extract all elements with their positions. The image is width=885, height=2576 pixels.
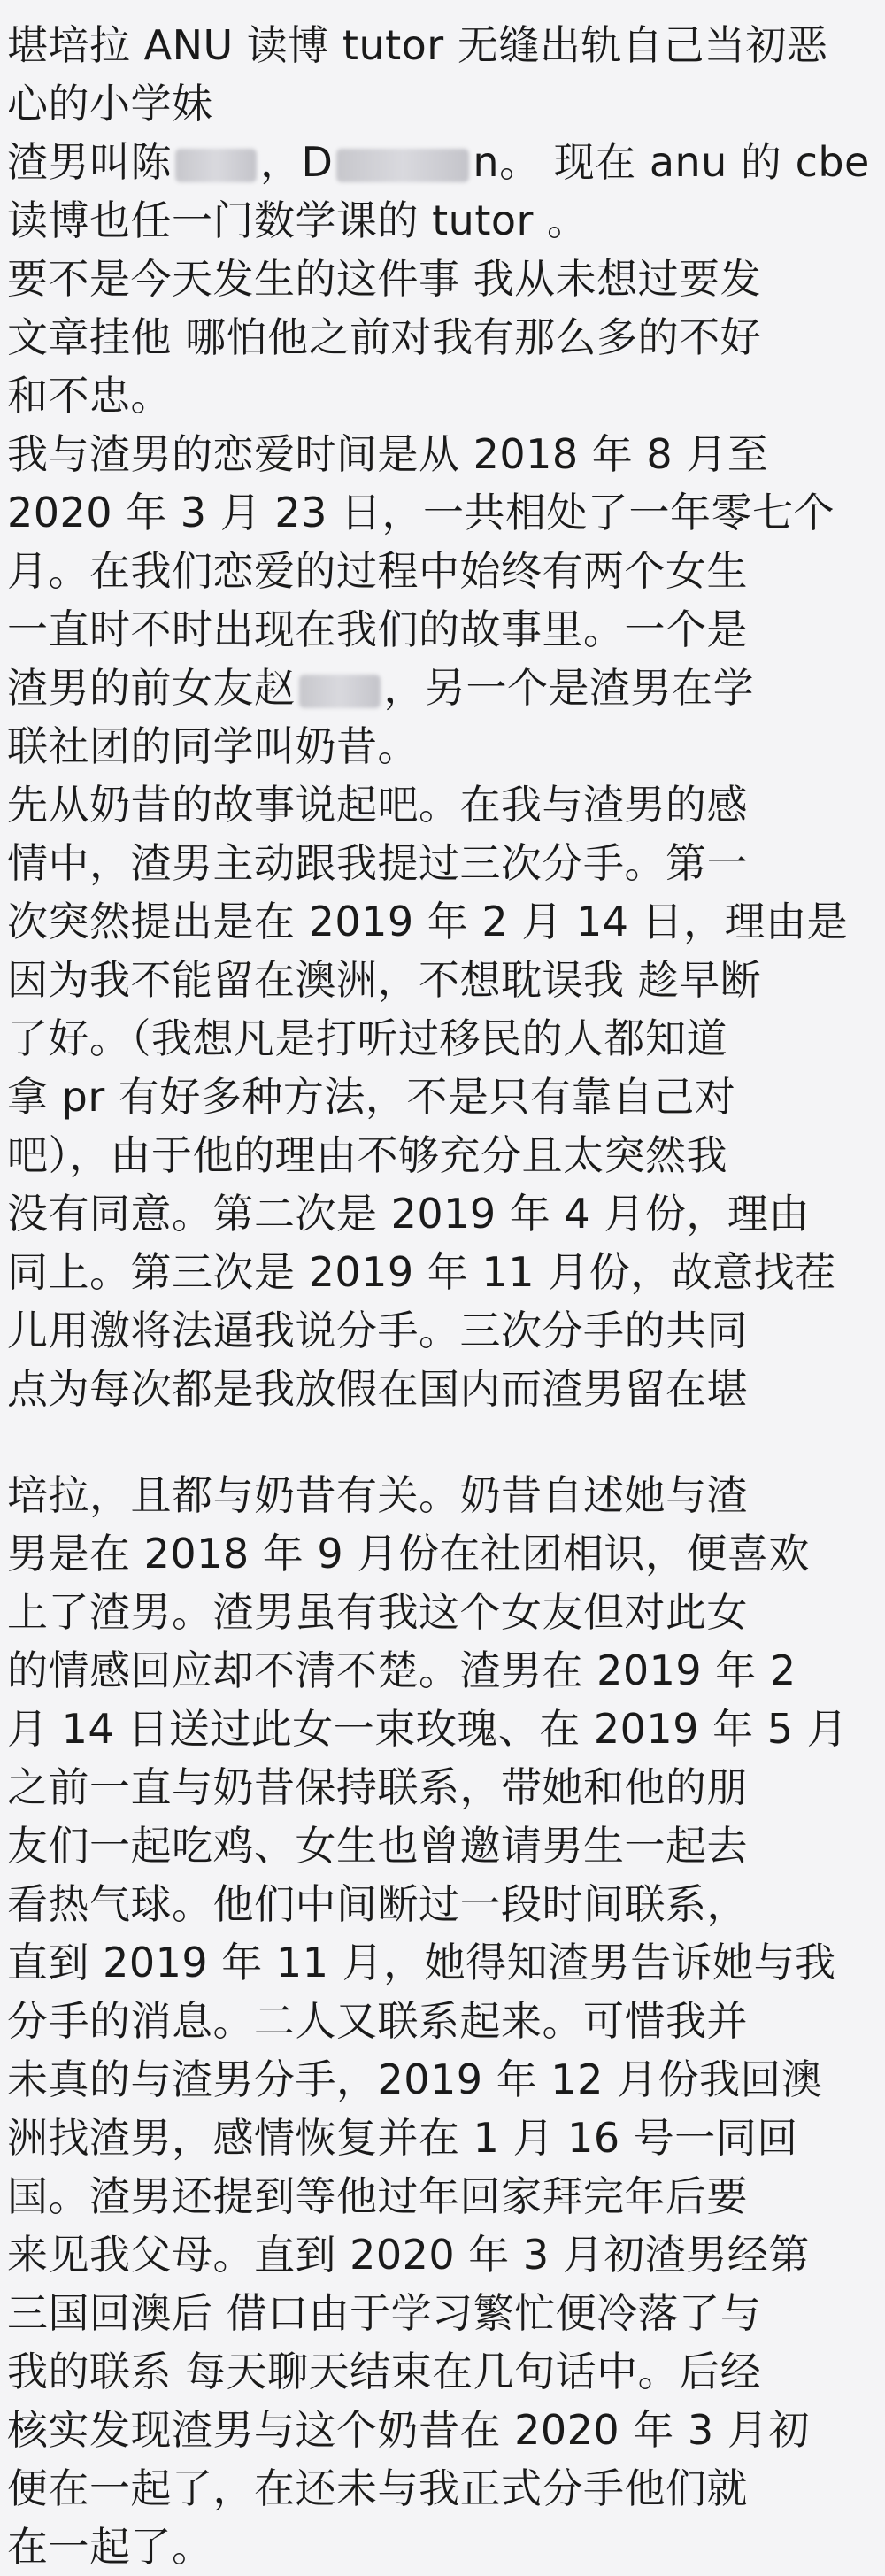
redacted-english-name-blur <box>336 149 469 182</box>
text-line: 上了渣男。渣男虽有我这个女友但对此女 <box>7 1588 748 1636</box>
text-line: 看热气球。他们中间断过一段时间联系， <box>7 1880 748 1928</box>
text-line: 联社团的同学叫奶昔。 <box>7 722 419 770</box>
redacted-name-fragment: D <box>301 138 334 186</box>
text-line: 要不是今天发生的这件事 我从未想过要发 <box>7 255 762 303</box>
text-line: 未真的与渣男分手，2019 年 12 月份我回澳 <box>7 2055 823 2103</box>
text-line: 培拉，且都与奶昔有关。奶昔自述她与渣 <box>7 1471 748 1519</box>
redacted-ex-name-blur <box>299 675 381 708</box>
text-line: 堪培拉 ANU 读博 tutor 无缝出轨自己当初恶 <box>7 21 828 69</box>
text-line: 同上。第三次是 2019 年 11 月份，故意找茬 <box>7 1248 836 1296</box>
text-line: 次突然提出是在 2019 年 2 月 14 日，理由是 <box>7 898 849 945</box>
text-line: 我的联系 每天聊天结束在几句话中。后经 <box>7 2348 762 2395</box>
text-segment: ， <box>260 138 302 186</box>
text-line: 了好。（我想凡是打听过移民的人都知道 <box>7 1014 727 1062</box>
text-line: 核实发现渣男与这个奶昔在 2020 年 3 月初 <box>7 2406 810 2454</box>
text-line: 文章挂他 哪怕他之前对我有那么多的不好 <box>7 313 762 361</box>
text-line: 来见我父母。直到 2020 年 3 月初渣男经第 <box>7 2231 810 2279</box>
text-line: 直到 2019 年 11 月，她得知渣男告诉她与我 <box>7 1939 836 1986</box>
text-line: 儿用激将法逼我说分手。三次分手的共同 <box>7 1307 748 1354</box>
text-line: 先从奶昔的故事说起吧。在我与渣男的感 <box>7 781 748 829</box>
text-segment: 。 现在 anu 的 cbe <box>499 138 870 186</box>
text-line <box>7 133 870 191</box>
text-line: 之前一直与奶昔保持联系，带她和他的朋 <box>7 1763 748 1811</box>
text-line: 男是在 2018 年 9 月份在社团相识，便喜欢 <box>7 1530 810 1577</box>
text-line: 没有同意。第二次是 2019 年 4 月份，理由 <box>7 1190 810 1238</box>
text-line: 的情感回应却不清不楚。渣男在 2019 年 2 <box>7 1647 796 1694</box>
text-line: 我与渣男的恋爱时间是从 2018 年 8 月至 <box>7 430 769 478</box>
text-segment: 渣男的前女友赵 <box>7 664 296 712</box>
text-line: 月。在我们恋爱的过程中始终有两个女生 <box>7 547 748 595</box>
text-line: 在一起了。 <box>7 2523 213 2571</box>
text-line: 分手的消息。二人又联系起来。可惜我并 <box>7 1997 748 2045</box>
text-line: 便在一起了，在还未与我正式分手他们就 <box>7 2464 748 2512</box>
text-line: 国。渣男还提到等他过年回家拜完年后要 <box>7 2172 748 2220</box>
text-line: 情中，渣男主动跟我提过三次分手。第一 <box>7 839 748 887</box>
text-line: 因为我不能留在澳洲，不想耽误我 趁早断 <box>7 956 762 1004</box>
text-line: 拿 pr 有好多种方法，不是只有靠自己对 <box>7 1073 736 1121</box>
text-line: 心的小学妹 <box>7 80 213 127</box>
text-line: 2020 年 3 月 23 日，一共相处了一年零七个 <box>7 489 835 536</box>
text-line: 和不忠。 <box>7 372 172 420</box>
redacted-surname-blur <box>175 149 257 182</box>
text-line: 三国回澳后 借口由于学习繁忙便冷落了与 <box>7 2289 762 2337</box>
text-line: 读博也任一门数学课的 tutor 。 <box>7 197 589 244</box>
text-line: 一直时不时出现在我们的故事里。一个是 <box>7 605 748 653</box>
text-segment: 渣男叫陈 <box>7 138 172 186</box>
text-line: 友们一起吃鸡、女生也曾邀请男生一起去 <box>7 1822 748 1870</box>
redacted-name-fragment: n <box>473 138 500 186</box>
text-line: 洲找渣男，感情恢复并在 1 月 16 号一同回 <box>7 2114 798 2162</box>
text-line: 吧），由于他的理由不够充分且太突然我 <box>7 1131 727 1179</box>
text-line: 点为每次都是我放假在国内而渣男留在堪 <box>7 1365 748 1413</box>
text-line <box>7 659 867 717</box>
text-segment: ，另一个是渣男在学 <box>383 664 754 712</box>
text-line: 月 14 日送过此女一束玫瑰、在 2019 年 5 月 <box>7 1705 849 1753</box>
